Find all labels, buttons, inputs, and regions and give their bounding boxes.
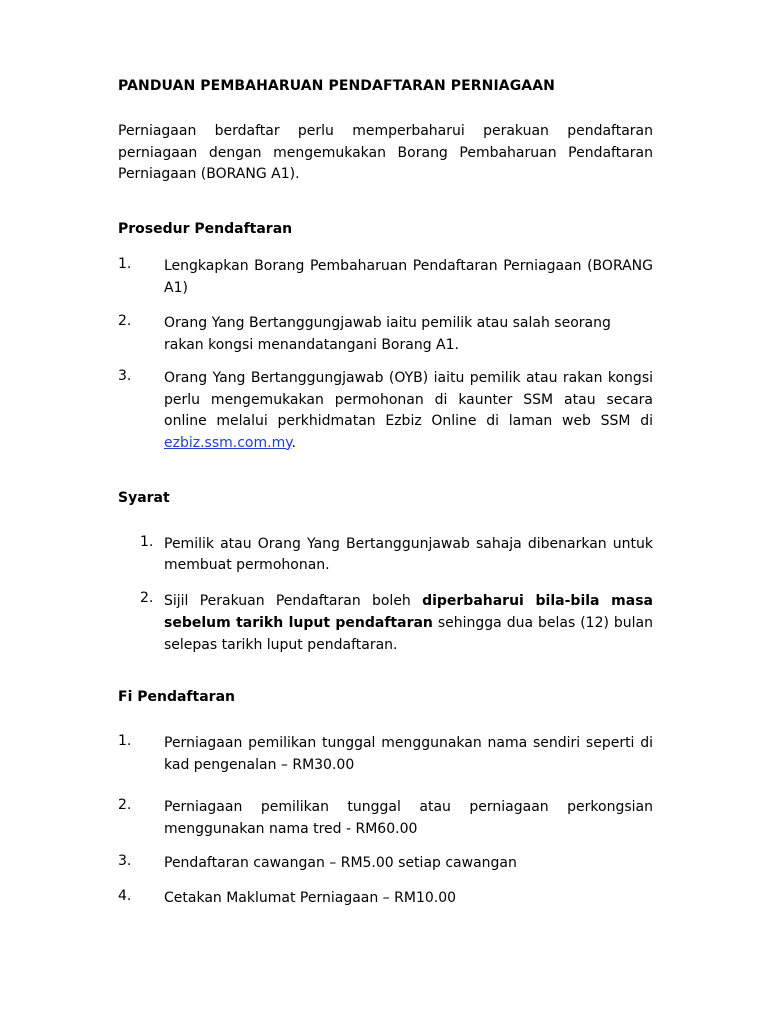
syarat-heading: Syarat <box>118 490 170 506</box>
fi-item-number: 2. <box>118 797 132 813</box>
fi-item-number: 4. <box>118 888 132 904</box>
prosedur-item-text: Lengkapkan Borang Pembaharuan Pendaftaran Perniagaan (BORANG A1) <box>164 258 653 296</box>
fi-item-text: Perniagaan pemilikan tunggal atau perniagaan perkongsian menggunakan nama tred - RM60.00 <box>164 799 653 837</box>
fi-item-number: 1. <box>118 733 132 749</box>
fi-item-text: Cetakan Maklumat Perniagaan – RM10.00 <box>164 890 457 906</box>
ezbiz-link[interactable]: ezbiz.ssm.com.my <box>164 434 292 451</box>
syarat-item-text-start: Sijil Perakuan Pendaftaran boleh <box>164 593 423 609</box>
syarat-item-emphasis: diperbaharui bila-bila masa sebelum tarikh luput pendaftaran <box>164 593 653 631</box>
intro-paragraph: Perniagaan berdaftar perlu memperbaharui perakuan pendaftaran perniagaan dengan mengemukakan Borang Pembaharuan Pendaftaran Perniagaan (BORANG A1). <box>118 123 653 182</box>
prosedur-item-number: 1. <box>118 256 132 272</box>
prosedur-item-number: 2. <box>118 313 132 329</box>
syarat-item-text: Pemilik atau Orang Yang Bertanggunjawab sahaja dibenarkan untuk membuat permohonan. <box>164 536 653 573</box>
fi-heading: Fi Pendaftaran <box>118 689 235 705</box>
prosedur-item-text: Orang Yang Bertanggungjawab iaitu pemilik atau salah seorang rakan kongsi menandatangani Borang A1. <box>164 315 611 353</box>
prosedur-item-text-start: Orang Yang Bertanggungjawab (OYB) iaitu pemilik atau rakan kongsi perlu mengemukakan permohonan di kaunter SSM atau secara online melalui perkhidmatan Ezbiz Online di laman web SSM di <box>164 370 653 429</box>
prosedur-item-number: 3. <box>118 368 132 384</box>
fi-item-text: Perniagaan pemilikan tunggal menggunakan nama sendiri seperti di kad pengenalan – RM30.00 <box>164 735 653 773</box>
syarat-item-text <box>164 590 653 656</box>
fi-item-text: Pendaftaran cawangan – RM5.00 setiap cawangan <box>164 855 517 871</box>
syarat-item-number: 2. <box>140 590 154 606</box>
prosedur-item-text <box>164 368 653 454</box>
syarat-item-text-end: sehingga dua belas (12) bulan selepas tarikh luput pendaftaran. <box>164 615 654 653</box>
fi-item-number: 3. <box>118 853 132 869</box>
syarat-item-number: 1. <box>140 534 154 550</box>
prosedur-heading: Prosedur Pendaftaran <box>118 221 293 237</box>
prosedur-item-text-end: . <box>291 434 296 451</box>
document-title: PANDUAN PEMBAHARUAN PENDAFTARAN PERNIAGAAN <box>118 78 555 94</box>
